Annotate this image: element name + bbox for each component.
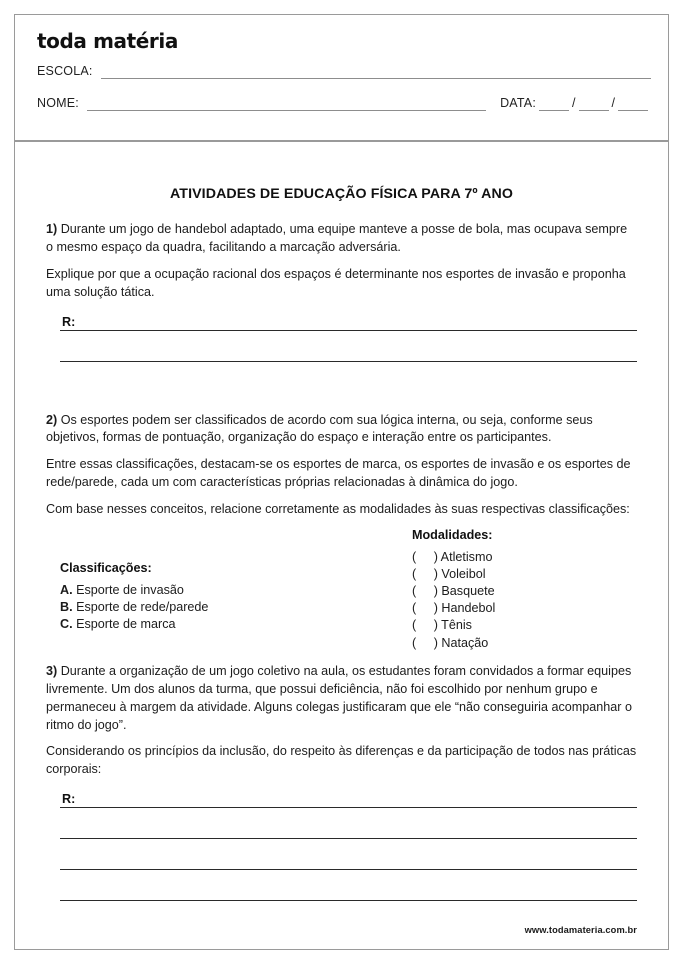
school-field-input[interactable]	[101, 64, 651, 79]
date-field-label: DATA:	[500, 96, 537, 110]
classification-text-a: Esporte de invasão	[72, 582, 184, 597]
worksheet-page	[14, 14, 669, 950]
school-field-row	[37, 64, 651, 79]
modality-item[interactable]: ( ) Atletismo	[412, 549, 493, 564]
question-1-answer-label: R:	[62, 314, 76, 329]
classifications-column	[60, 561, 208, 634]
answer-line[interactable]	[60, 881, 637, 901]
date-day-input[interactable]	[539, 97, 569, 111]
classification-item-a	[60, 582, 208, 599]
date-month-input[interactable]	[579, 97, 609, 111]
question-1-paragraph-1	[46, 221, 637, 257]
answer-line[interactable]	[60, 819, 637, 839]
school-field-label: ESCOLA:	[37, 64, 93, 78]
question-2-paragraph-1	[46, 412, 637, 448]
answer-line[interactable]	[60, 311, 637, 331]
question-2-paragraph-2: Entre essas classificações, destacam-se os esportes de marca, os esportes de invasão e os esportes de rede/parede, cada um com características próprias relacionadas à dinâmica do jogo.	[46, 457, 631, 490]
matching-exercise	[46, 528, 637, 650]
question-3	[46, 663, 637, 901]
classification-item-c	[60, 616, 208, 633]
classification-item-b	[60, 599, 208, 616]
worksheet-header	[15, 15, 668, 142]
question-1-text-1: Durante um jogo de handebol adaptado, uma equipe manteve a posse de bola, mas ocupava sempre o mesmo espaço da quadra, facilitando a marcação adversária.	[46, 222, 628, 254]
classifications-heading: Classificações:	[60, 560, 152, 575]
date-separator-1: /	[572, 96, 576, 110]
question-3-number: 3)	[46, 663, 58, 678]
modality-item[interactable]: ( ) Voleibol	[412, 567, 486, 581]
classification-text-c: Esporte de marca	[72, 617, 176, 632]
question-1-answer-area	[46, 311, 637, 362]
name-field-label: NOME:	[37, 96, 79, 110]
question-1-number: 1)	[46, 222, 58, 236]
question-3-paragraph-1	[46, 663, 637, 735]
question-2-number: 2)	[46, 412, 58, 427]
question-1-paragraph-2: Explique por que a ocupação racional dos espaços é determinante nos esportes de invasão e proponha uma solução tática.	[46, 266, 626, 299]
name-field-row	[37, 96, 651, 111]
modality-item[interactable]: ( ) Natação	[412, 635, 489, 650]
classification-letter-b: B.	[60, 600, 73, 615]
date-field-group	[500, 96, 651, 111]
questions-container	[15, 221, 668, 901]
classification-text-b: Esporte de rede/parede	[72, 600, 209, 615]
answer-line[interactable]	[60, 850, 637, 870]
date-year-input[interactable]	[618, 97, 648, 111]
worksheet-body	[15, 142, 668, 912]
brand-logo: toda matéria	[37, 29, 178, 53]
question-2-text-1: Os esportes podem ser classificados de acordo com sua lógica interna, ou seja, conforme seus objetivos, formas de pontuação, organização do espaço e interação entre os participantes.	[46, 412, 593, 445]
question-3-text-1: Durante a organização de um jogo coletivo na aula, os estudantes foram convidados a formar equipes livremente. Um dos alunos da turma, que possui deficiência, não foi escolhido por nenhum grupo e permaneceu à margem da atividade. Alguns colegas justificaram que ele “não conseguiria acompanhar o ritmo do jogo”.	[46, 663, 632, 732]
answer-line[interactable]	[60, 788, 637, 808]
modality-item[interactable]: ( ) Handebol	[412, 601, 496, 616]
modalities-column	[412, 528, 495, 652]
modalities-heading: Modalidades:	[412, 527, 493, 542]
question-1	[46, 221, 637, 362]
modality-item[interactable]: ( ) Basquete	[412, 584, 495, 599]
spacer-after-question-1	[46, 373, 637, 412]
modality-item[interactable]: ( ) Tênis	[412, 618, 472, 633]
classification-letter-c: C.	[60, 617, 73, 632]
question-3-paragraph-2: Considerando os princípios da inclusão, do respeito às diferenças e da participação de todos nas práticas corporais:	[46, 744, 637, 777]
question-2-paragraph-3: Com base nesses conceitos, relacione corretamente as modalidades às suas respectivas classificações:	[46, 502, 630, 516]
date-separator-2: /	[611, 96, 615, 110]
footer-website: www.todamateria.com.br	[524, 925, 637, 935]
answer-line[interactable]	[60, 342, 637, 362]
question-3-answer-area	[46, 788, 637, 901]
spacer-after-question-2	[46, 650, 637, 663]
question-3-answer-label: R:	[62, 792, 76, 807]
classification-letter-a: A.	[60, 582, 73, 597]
page-title: ATIVIDADES DE EDUCAÇÃO FÍSICA PARA 7º ANO	[170, 186, 513, 202]
question-2	[46, 412, 637, 650]
name-field-input[interactable]	[87, 96, 486, 111]
